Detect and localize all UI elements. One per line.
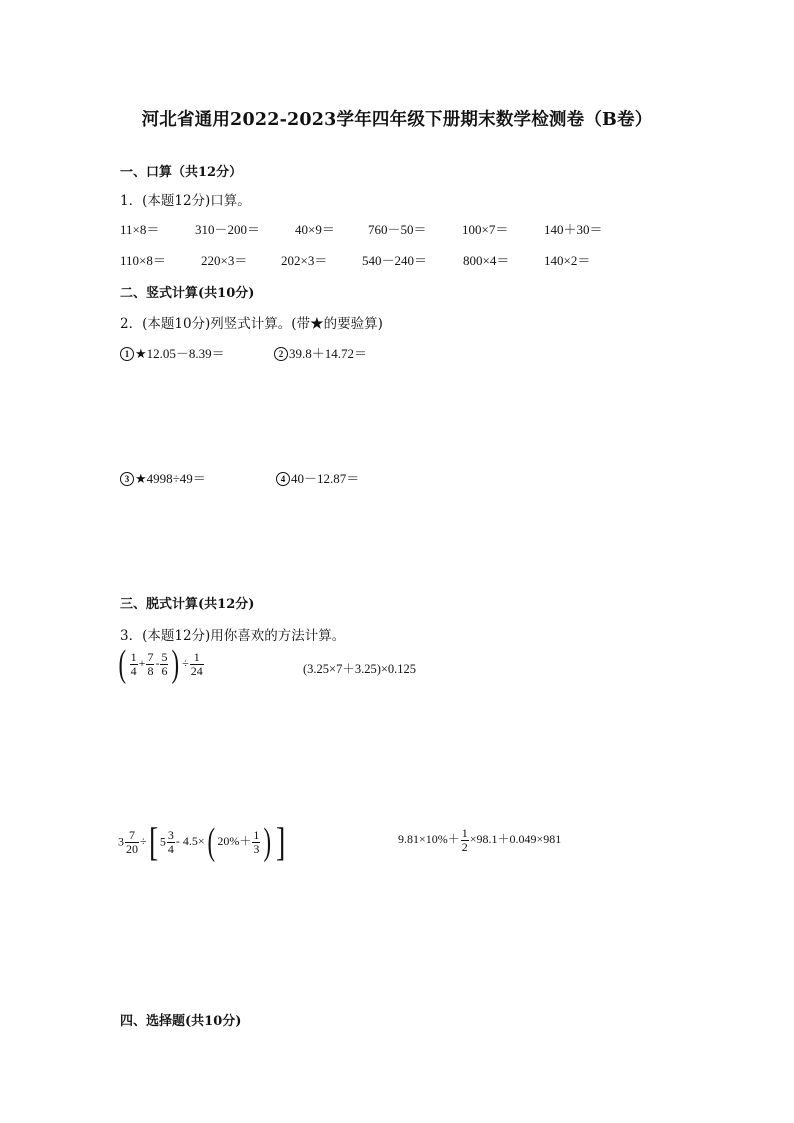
circled-number: 2 <box>274 347 288 361</box>
oral-item: 220×3＝ <box>201 253 248 268</box>
left-paren: ( <box>207 821 215 863</box>
oral-item: 202×3＝ <box>281 253 328 268</box>
vertical-calc-text: ★12.05－8.39＝ <box>135 346 225 361</box>
operator: ÷ <box>182 655 189 670</box>
section-heading-choice: 四、选择题(共10分) <box>120 1014 242 1029</box>
oral-item: 11×8＝ <box>120 222 160 237</box>
question-1-title: 1．(本题12分)口算。 <box>120 193 251 209</box>
expression-3 <box>118 819 287 864</box>
question-2-title: 2．(本题10分)列竖式计算。(带★的要验算) <box>120 316 383 332</box>
vertical-calc-text: 39.8＋14.72＝ <box>289 346 368 361</box>
vertical-calc-text: ★4998÷49＝ <box>135 471 206 486</box>
vertical-calc-item <box>120 343 225 362</box>
fraction: $\frac{1}{2}$ <box>461 826 468 854</box>
fraction: $\frac{5}{6}$ <box>161 649 168 678</box>
oral-item: 140×2＝ <box>544 253 591 268</box>
question-3-title: 3．(本题12分)用你喜欢的方法计算。 <box>120 628 346 644</box>
right-paren: ) <box>263 821 272 863</box>
right-bracket: ] <box>275 819 286 864</box>
vertical-calc-item <box>120 468 206 487</box>
oral-item: 800×4＝ <box>463 253 510 268</box>
expression-text: 9.81×10%＋ <box>398 831 460 846</box>
mixed-whole: 3 <box>118 834 124 849</box>
oral-item: 100×7＝ <box>462 222 509 237</box>
section-heading-stepwise: 三、脱式计算(共12分) <box>120 597 255 612</box>
oral-item: 760－50＝ <box>368 222 427 237</box>
vertical-calc-item <box>276 468 359 487</box>
fraction: $\frac{7}{8}$ <box>147 649 154 678</box>
circled-number: 1 <box>120 347 134 361</box>
fraction: $\frac{1}{4}$ <box>130 649 137 678</box>
left-bracket: [ <box>148 819 158 864</box>
expression-4 <box>398 827 561 853</box>
operator: ÷ <box>140 833 147 848</box>
fraction: $\frac{1}{3}$ <box>253 827 260 856</box>
fraction: $\frac{7}{20}$ <box>126 827 138 856</box>
expression-1 <box>116 645 205 683</box>
expression-text: ×98.1＋0.049×981 <box>469 831 562 846</box>
oral-item: 140＋30＝ <box>544 222 603 237</box>
expression-text: 20%＋ <box>217 833 252 848</box>
circled-number: 4 <box>276 472 290 486</box>
oral-item: 540－240＝ <box>362 253 428 268</box>
operator: - <box>155 655 160 670</box>
oral-item: 310－200＝ <box>195 222 261 237</box>
oral-item: 110×8＝ <box>120 253 166 268</box>
fraction: $\frac{1}{24}$ <box>190 649 203 678</box>
expression-2: (3.25×7＋3.25)×0.125 <box>303 662 417 676</box>
section-heading-vertical: 二、竖式计算(共10分) <box>120 286 255 301</box>
oral-item: 40×9＝ <box>295 222 335 237</box>
operator: + <box>138 655 146 670</box>
fraction: $\frac{3}{4}$ <box>167 827 174 856</box>
vertical-calc-text: 40－12.87＝ <box>291 471 360 486</box>
circled-number: 3 <box>120 472 134 486</box>
right-paren: ) <box>171 643 180 685</box>
section-heading-oral: 一、口算（共12分） <box>120 165 243 180</box>
mixed-whole: 5 <box>159 834 166 849</box>
page-title: 河北省通用2022-2023学年四年级下册期末数学检测卷（B卷） <box>141 110 653 130</box>
expression-text: - 4.5× <box>175 833 205 848</box>
vertical-calc-item <box>274 343 367 362</box>
left-paren: ( <box>118 643 127 685</box>
